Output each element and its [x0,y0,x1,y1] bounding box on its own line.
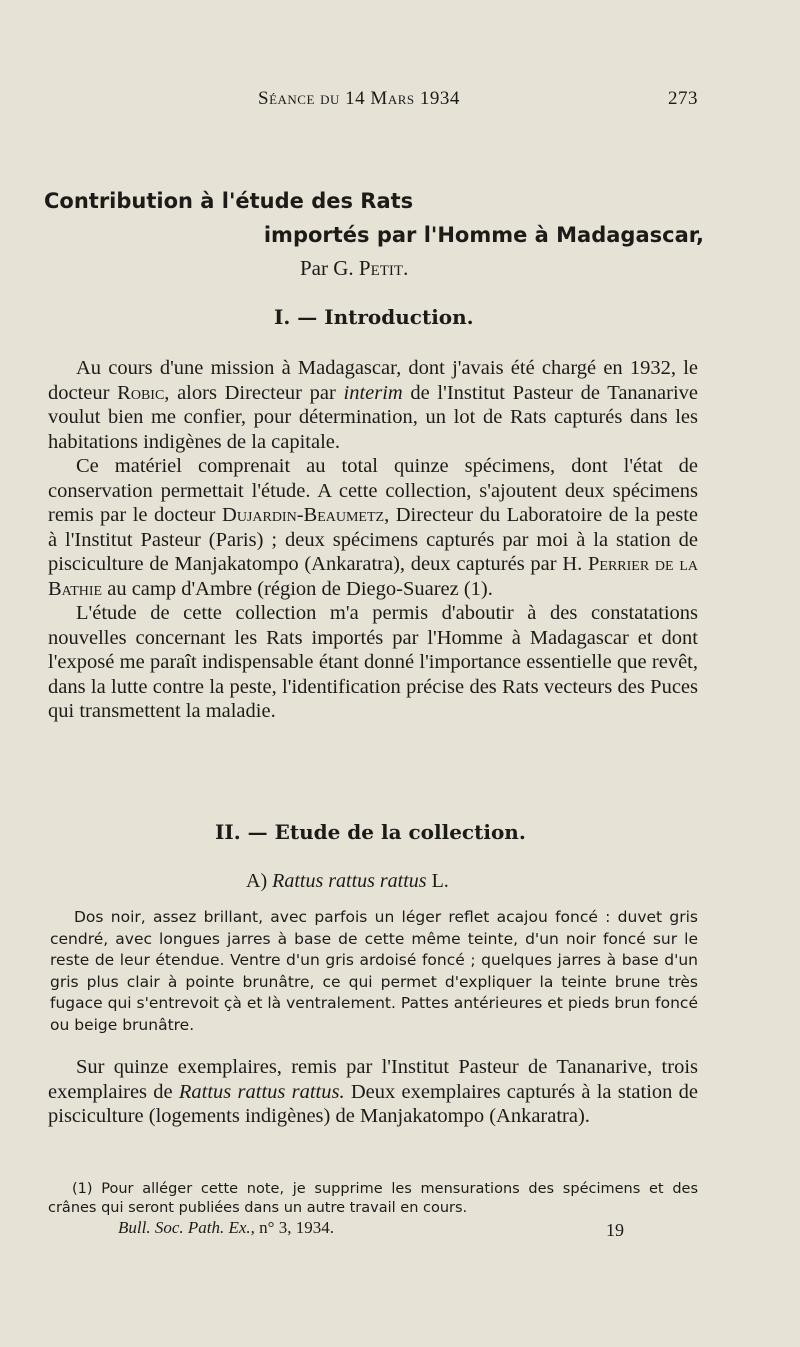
collection-body [48,1055,698,1129]
page-number: 273 [668,88,698,109]
species-description: Dos noir, assez brillant, avec parfois un léger reflet acajou foncé : duvet gris cendré, avec longues jarres à base de cette même teinte, d'un noir foncé sur le reste de leur étendue. Ventre d'un gris ardoisé foncé ; quelques jarres à base d'un gris plus clair à pointe brunâtre, ce qui permet d'expliquer la teinte brune très fugace qui s'entrevoit çà et là ventralement. Pattes antérieures et pieds brun foncé ou beige brunâtre. [50,908,698,1034]
journal-name: Bull. Soc. Path. Ex., [118,1218,255,1237]
p1-italic: interim [343,381,403,404]
paragraph-4 [48,1055,698,1129]
p4-text-b: Deux exemplaires capturés à la station de pisciculture (logements indigènes) de Manjakatompo (Ankaratra). [48,1080,698,1127]
author-prefix: Par G. [300,256,354,280]
p1-text-b: , alors Directeur par [164,381,336,404]
running-head [48,88,698,114]
section-heading-collection: II. — Etude de la collection. [215,820,526,844]
signature-mark: 19 [606,1220,624,1240]
running-head-title: Séance du 14 Mars 1934 [258,88,460,109]
footnote: (1) Pour alléger cette note, je supprime les mensurations des spécimens et des crânes qui seront publiées dans un autre travail en cours. [48,1181,698,1216]
section-heading-introduction: I. — Introduction. [274,305,474,329]
p2-text-a: Ce matériel comprenait au total quinze spécimens, dont l'état de conservation permettait l'étude. A cette collection, s'ajoutent deux spécimens remis par le docteur [48,455,698,526]
p1-name: Robic [117,381,165,404]
p1-text-a: Au cours d'une mission à Madagascar, dont j'avais été chargé en 1932, le docteur [48,357,698,404]
p1-text-c: de l'Institut Pasteur de Tananarive voulut bien me confier, pour détermination, un lot de Rats capturés dans les habitations indigènes de la capitale. [48,381,698,453]
author-line [300,256,408,281]
paragraph-2 [48,454,698,601]
author-name: Petit. [358,256,409,280]
p2-name-2: Perrier de la Bathie [48,553,699,600]
subsection-heading [246,870,449,893]
introduction-body [48,356,698,724]
journal-issue: n° 3, 1934. [259,1218,334,1237]
article-title-line1: Contribution à l'étude des Rats [44,189,414,213]
subsection-suffix: L. [431,870,449,892]
p2-text-b: , Directeur du Laboratoire de la peste à l'Institut Pasteur (Paris) ; deux spécimens capturés par moi à la station de pisciculture de Manjakatompo (Ankaratra), deux capturés par H. [48,504,699,575]
paragraph-3: L'étude de cette collection m'a permis d'aboutir à des constatations nouvelles concernant les Rats importés par l'Homme à Madagascar et dont l'exposé me paraît indispensable étant donné l'importance essentielle que revêt, dans la lutte contre la peste, l'identification précise des Rats vecteurs des Puces qui transmettent la maladie. [48,602,698,722]
p2-name-1: Dujardin-Beaumetz [222,504,385,526]
journal-reference [118,1218,334,1238]
subsection-prefix: A) [246,870,268,892]
article-title-line2: importés par l'Homme à Madagascar, [263,223,704,247]
p4-italic: Rattus rattus rattus. [178,1080,345,1103]
p4-text-a: Sur quinze exemplaires, remis par l'Institut Pasteur de Tananarive, trois exemplaires de [48,1056,698,1103]
p2-text-c: au camp d'Ambre (région de Diego-Suarez (1). [107,577,493,600]
paragraph-1 [48,356,698,454]
article-title [44,184,704,252]
subsection-taxon: Rattus rattus rattus [272,870,427,892]
